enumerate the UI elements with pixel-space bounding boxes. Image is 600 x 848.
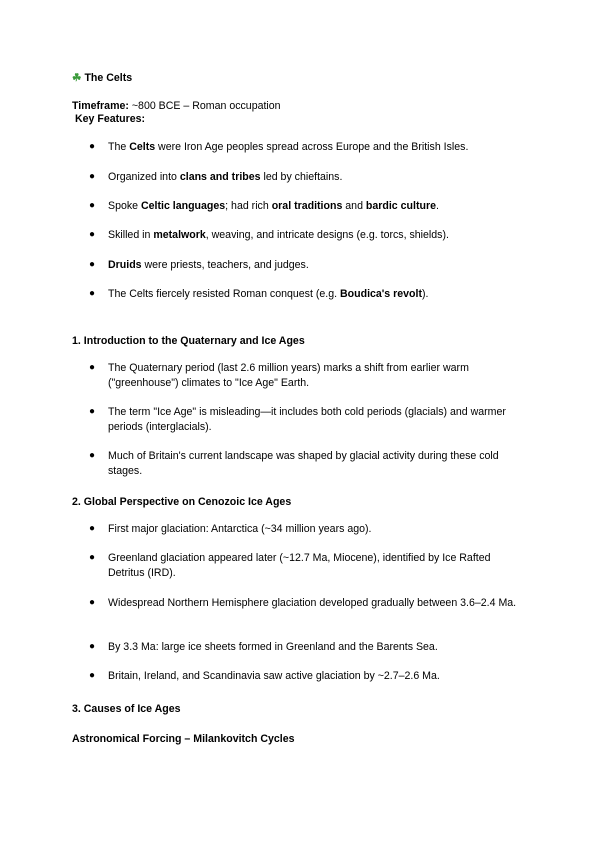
bullet-icon: ●	[89, 641, 96, 652]
bullet-icon: ●	[89, 450, 96, 461]
bullet-icon: ●	[89, 200, 96, 211]
bullet-icon: ●	[89, 597, 96, 608]
timeframe-line	[72, 100, 281, 113]
celts-title: The Celts	[84, 72, 133, 84]
shamrock-icon: ☘	[72, 72, 82, 84]
bullet-icon: ●	[89, 171, 96, 182]
celts-title-line	[72, 72, 132, 85]
section-3-subheading: Astronomical Forcing – Milankovitch Cycles	[72, 733, 295, 745]
bullet-icon: ●	[89, 259, 96, 270]
bullet-icon: ●	[89, 406, 96, 417]
bullet-icon: ●	[89, 288, 96, 299]
document-page: ☘ The Celts Timeframe: ~800 BCE – Roman occupation Key Features: ● The Celts were Iron Age peoples spread across Europe and the British Isles. ● Organized into clans and tribes led by chieftains. ● Spoke Celtic languages; had rich oral traditions and bardic culture. ● Skilled in metalwork, weaving, and intricate designs (e.g. torcs, shields). ● Druids were priests, teachers, and judges. ● The Celts fiercely resisted Roman conquest (e.g. Boudica's revolt). 1. Introduction to the Quaternary and Ice Ages ● The Quaternary period (last 2.6 million years) marks a shift from earlier warm ("greenhouse") climates to "Ice Age" Earth. ● The term "Ice Age" is misleading—it includes both cold periods (glacials) and warmer periods (interglacials). ● Much of Britain's current landscape was shaped by glacial activity during these cold stages. 2. Global Perspective on Cenozoic Ice Ages ● First major glaciation: Antarctica (~34 million years ago). ● Greenland glaciation appeared later (~12.7 Ma, Miocene), identified by Ice Rafted Detritus (IRD). ● Widespread Northern Hemisphere glaciation developed gradually between 3.6–2.4 Ma. ● By 3.3 Ma: large ice sheets formed in Greenland and the Barents Sea. ● Britain, Ireland, and Scandinavia saw active glaciation by ~2.7–2.6 Ma. 3. Causes of Ice Ages Astronomical Forcing – Milankovitch Cycles	[72, 72, 517, 745]
key-features-label: Key Features:	[75, 113, 146, 125]
bullet-icon: ●	[89, 141, 96, 152]
timeframe-label: Timeframe:	[72, 100, 129, 112]
section-3-heading: 3. Causes of Ice Ages	[72, 703, 181, 715]
bullet-icon: ●	[89, 670, 96, 681]
bullet-icon: ●	[89, 523, 96, 534]
section-1-heading: 1. Introduction to the Quaternary and Ice Ages	[72, 335, 305, 347]
bullet-icon: ●	[89, 229, 96, 240]
bullet-icon: ●	[89, 362, 96, 373]
timeframe-value: ~800 BCE – Roman occupation	[128, 100, 281, 112]
bullet-icon: ●	[89, 552, 96, 563]
section-2-heading: 2. Global Perspective on Cenozoic Ice Ages	[72, 496, 292, 508]
